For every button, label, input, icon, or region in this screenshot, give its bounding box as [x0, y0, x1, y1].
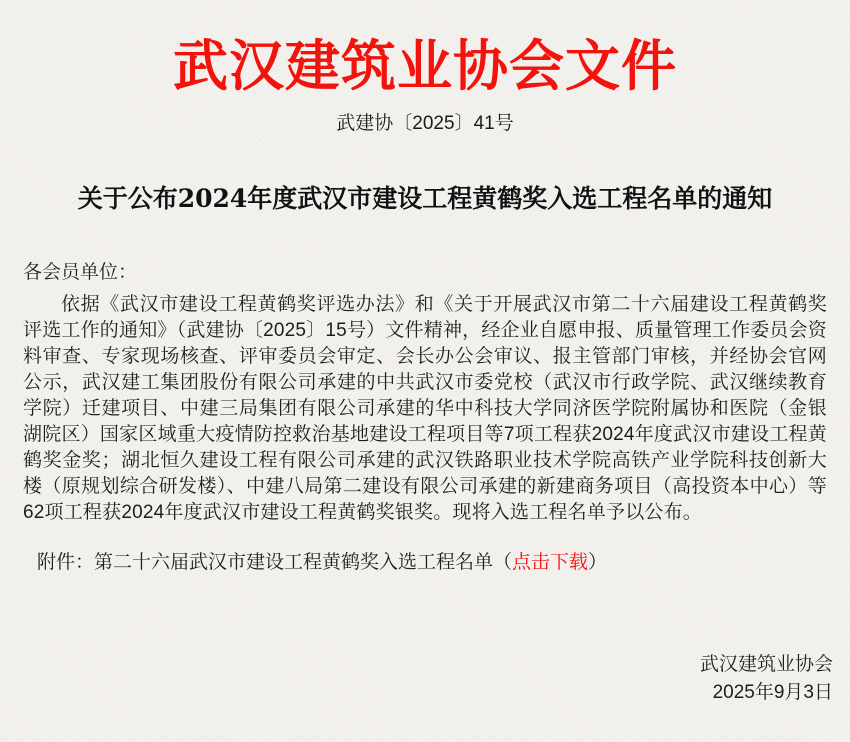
document-number: 武建协〔2025〕41号	[336, 113, 514, 134]
signature-org: 武汉建筑业协会	[699, 654, 833, 675]
salutation: 各会员单位：	[23, 262, 138, 283]
attachment-close-paren: ）	[588, 552, 608, 573]
notice-title: 关于公布2024年度武汉市建设工程黄鹤奖入选工程名单的通知	[77, 184, 773, 213]
attachment-line	[23, 550, 827, 576]
signature-block	[0, 652, 833, 706]
body-paragraph: 依据《武汉市建设工程黄鹤奖评选办法》和《关于开展武汉市第二十六届建设工程黄鹤奖评选工作的通知》（武建协〔2025〕15号）文件精神，经企业自愿申报、质量管理工作委员会资料审查、专家现场核查、评审委员会审定、会长办公会审议、报主管部门审核，并经协会官网公示，武汉建工集团股份有限公司承建的中共武汉市委党校（武汉市行政学院、武汉继续教育学院）迁建项目、中建三局集团有限公司承建的华中科技大学同济医学院附属协和医院（金银湖院区）国家区域重大疫情防控救治基地建设工程项目等7项工程获2024年度武汉市建设工程黄鹤奖金奖；湖北恒久建设工程有限公司承建的武汉铁路职业技术学院高铁产业学院科技创新大楼（原规划综合研发楼）、中建八局第二建设有限公司承建的新建商务项目（高投资本中心）等62项工程获2024年度武汉市建设工程黄鹤奖银奖。现将入选工程名单予以公布。	[23, 294, 827, 523]
download-link[interactable]: 点击下载	[512, 552, 589, 573]
attachment-label: 附件：第二十六届武汉市建设工程黄鹤奖入选工程名单（	[37, 552, 513, 573]
signature-date: 2025年9月3日	[712, 682, 833, 703]
org-title: 武汉建筑业协会文件	[172, 33, 677, 98]
